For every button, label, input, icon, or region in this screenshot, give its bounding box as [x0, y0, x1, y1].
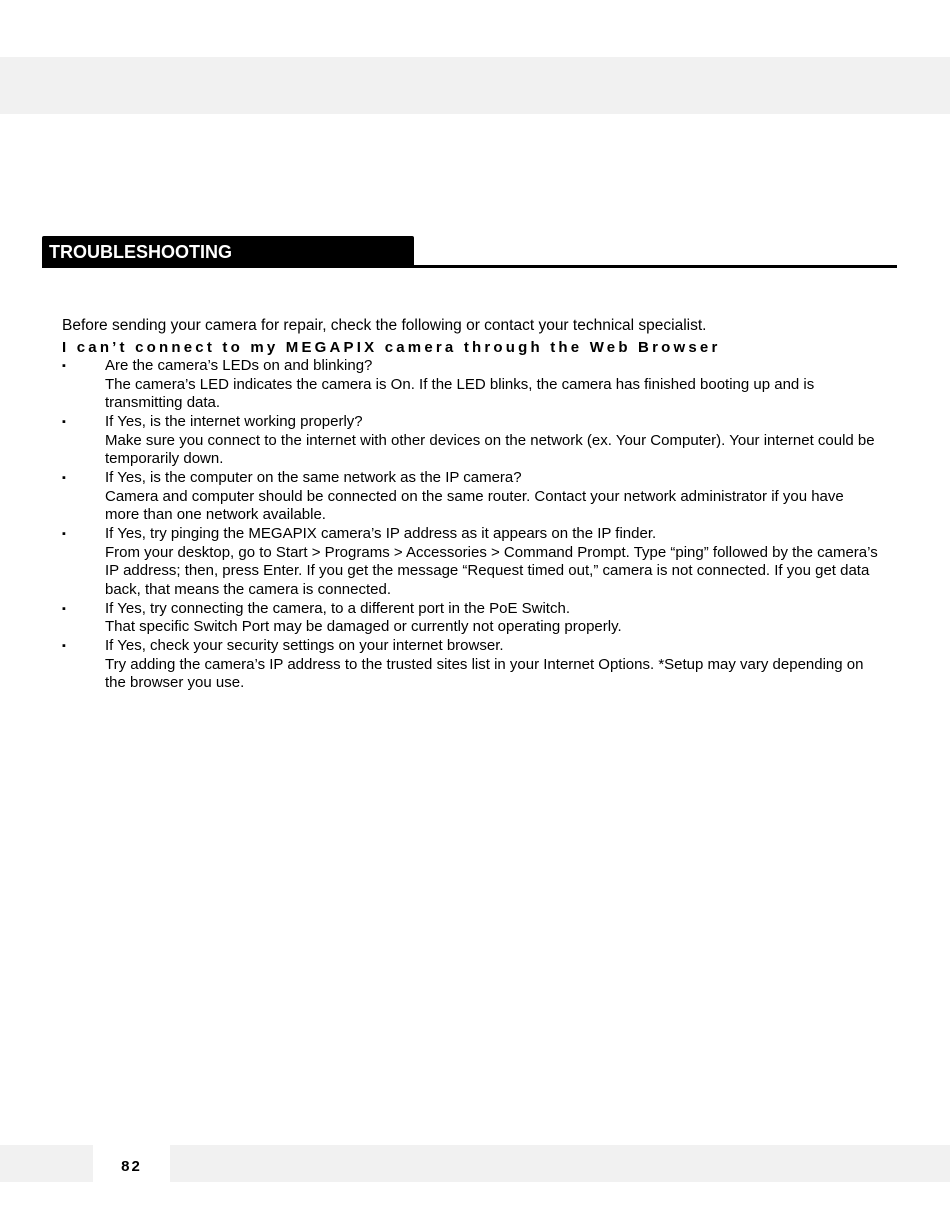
checklist-item: [62, 469, 882, 525]
checklist-item: [62, 600, 882, 637]
checklist-question: If Yes, try pinging the MEGAPIX camera’s IP address as it appears on the IP finder.: [105, 525, 657, 543]
footer-band-right: [170, 1145, 950, 1182]
bullet-icon: ▪: [62, 528, 66, 541]
subheading: I can’t connect to my MEGAPIX camera through the Web Browser: [62, 339, 721, 356]
checklist-question: Are the camera’s LEDs on and blinking?: [105, 357, 373, 374]
checklist-item: [62, 525, 882, 600]
checklist-question: If Yes, is the internet working properly?: [105, 413, 363, 431]
checklist-answer: Make sure you connect to the internet with other devices on the network (ex. Your Computer). Your internet could be temporarily down.: [105, 431, 875, 468]
bullet-icon: ▪: [62, 602, 66, 615]
footer-band-left: [0, 1145, 93, 1182]
checklist-answer: From your desktop, go to Start > Programs > Accessories > Command Prompt. Type “ping” followed by the camera’s IP address; then, press Enter. If you get the message “Request timed out,” camera is not connected. If you get data back, that means the camera is connected.: [105, 543, 878, 599]
section-title-box: [42, 236, 414, 268]
checklist-answer: That specific Switch Port may be damaged or currently not operating properly.: [105, 618, 622, 636]
checklist-item: [62, 637, 882, 693]
checklist-answer: Camera and computer should be connected on the same router. Contact your network administrator if you have more than one network available.: [105, 487, 844, 524]
checklist-answer: Try adding the camera’s IP address to the trusted sites list in your Internet Options. *Setup may vary depending on the browser you use.: [105, 655, 864, 692]
header-band: [0, 57, 950, 114]
checklist-question: If Yes, check your security settings on your internet browser.: [105, 637, 504, 655]
troubleshooting-checklist: [62, 357, 882, 693]
intro-text: Before sending your camera for repair, check the following or contact your technical specialist.: [62, 316, 707, 334]
section-header: [42, 236, 897, 269]
bullet-icon: ▪: [62, 640, 66, 653]
checklist-question: If Yes, try connecting the camera, to a different port in the PoE Switch.: [105, 599, 570, 617]
checklist-item: [62, 357, 882, 413]
bullet-icon: ▪: [62, 360, 66, 372]
bullet-icon: ▪: [62, 416, 66, 429]
checklist-question: If Yes, is the computer on the same network as the IP camera?: [105, 469, 522, 487]
checklist-item: [62, 413, 882, 469]
section-title: TROUBLESHOOTING: [49, 242, 232, 262]
page-number: 82: [121, 1158, 142, 1175]
section-rule: [42, 265, 897, 268]
bullet-icon: ▪: [62, 472, 66, 485]
checklist-answer: The camera’s LED indicates the camera is On. If the LED blinks, the camera has finished booting up and is transmitting data.: [105, 375, 815, 412]
